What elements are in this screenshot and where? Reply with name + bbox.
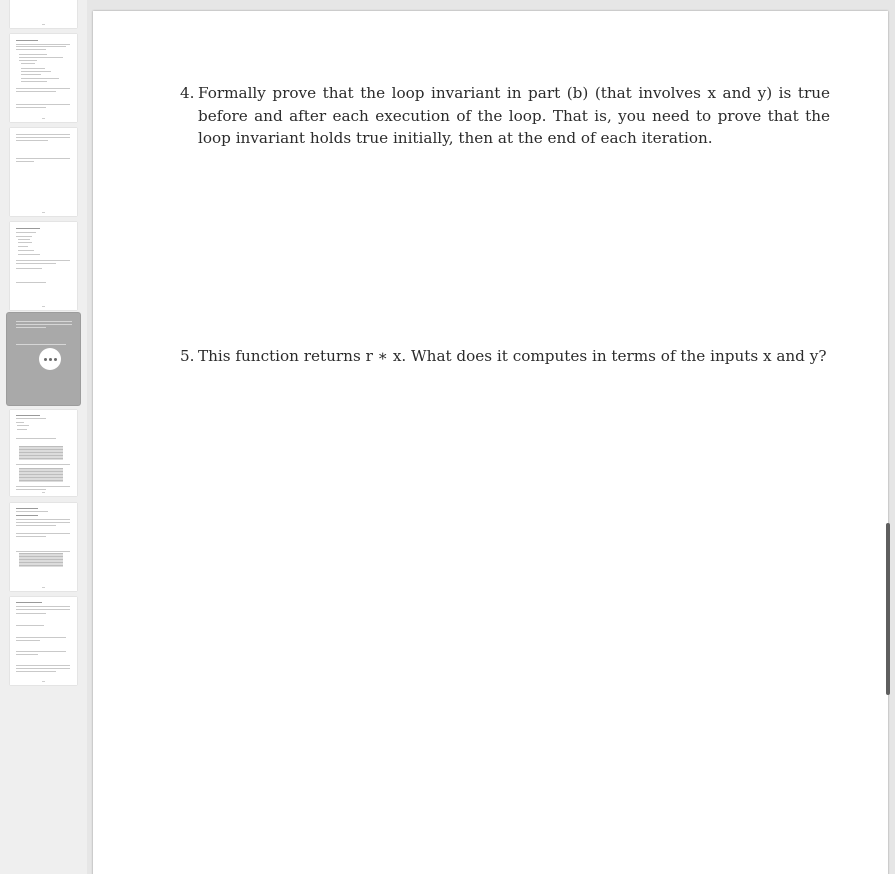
question-text: This function returns r ∗ x. What does it computes in terms of the inputs x and y? bbox=[198, 347, 827, 365]
document-viewer[interactable] bbox=[87, 0, 895, 874]
thumbnail-sidebar[interactable] bbox=[0, 0, 87, 874]
page-thumbnail[interactable] bbox=[10, 128, 77, 216]
page-thumbnail[interactable] bbox=[10, 0, 77, 28]
question-number: 4. bbox=[180, 84, 195, 102]
question-4 bbox=[180, 82, 830, 150]
more-options-button[interactable] bbox=[39, 348, 61, 370]
document-page bbox=[93, 11, 888, 874]
question-text: Formally prove that the loop invariant in part (b) (that involves x and y) is true before and after each execution of the loop. That is, you need to prove that the loop invariant holds true initially, then at the end of each iteration. bbox=[198, 84, 830, 148]
page-thumbnail[interactable] bbox=[10, 410, 77, 496]
page-thumbnail[interactable] bbox=[10, 597, 77, 685]
vertical-scrollbar[interactable] bbox=[886, 523, 890, 695]
more-horizontal-icon bbox=[44, 358, 47, 361]
page-thumbnail-selected[interactable] bbox=[7, 313, 80, 405]
question-number: 5. bbox=[180, 347, 195, 365]
page-thumbnail[interactable] bbox=[10, 503, 77, 591]
question-5 bbox=[180, 345, 830, 368]
page-thumbnail[interactable] bbox=[10, 34, 77, 122]
page-thumbnail[interactable] bbox=[10, 222, 77, 310]
